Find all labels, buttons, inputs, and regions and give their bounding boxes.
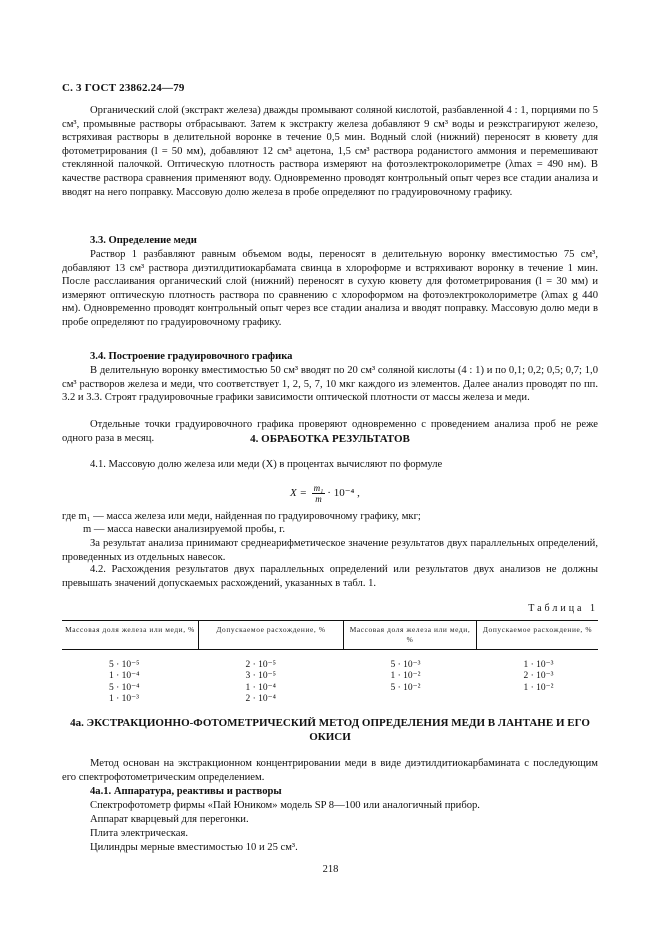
- equipment-line: Спектрофотометр фирмы «Пай Юником» модель SP 8—100 или аналогичный прибор.: [90, 800, 480, 811]
- paragraph-copper-determination: [62, 248, 598, 330]
- table-cell: 2 · 10⁻³: [523, 671, 554, 682]
- table-row: [62, 683, 598, 694]
- table-header-cell: Допускаемое расхождение, %: [477, 621, 599, 650]
- table-header-row: [62, 621, 598, 650]
- paragraph-extract-iron: [62, 104, 598, 199]
- equipment-line: Цилиндры мерные вместимостью 10 и 25 см³.: [90, 842, 298, 853]
- formula: [290, 483, 360, 504]
- section-4-title: 4. ОБРАБОТКА РЕЗУЛЬТАТОВ: [250, 433, 410, 445]
- paragraph-text: В делительную воронку вместимостью 50 см³ вводят по 20 см³ соляной кислоты (4 : 1) и по 0,1; 0,2; 0,5; 0,7; 1,0 см³ растворов железа и меди, что соответствует 1, 2, 5, 7, 10 мкг каждого из элементов. Далее анализ проводят по пп. 3.2 и 3.3. Строят градуировочные графики зависимости оптической плотности от массы железа и меди.: [62, 365, 598, 404]
- table-cell: 2 · 10⁻⁵: [245, 660, 276, 670]
- paragraph-4-2: [62, 563, 598, 590]
- heading-3-4: 3.4. Построение градуировочного графика: [90, 351, 293, 362]
- table-row: [62, 694, 598, 705]
- paragraph-mean-result: [62, 537, 598, 564]
- table-cell: 5 · 10⁻⁴: [109, 682, 140, 693]
- paragraph-4-1: [62, 458, 598, 472]
- table-header-cell: Массовая доля железа или меди, %: [62, 621, 199, 650]
- where-m1: где m₁ — масса железа или меди, найденная по градуировочному графику, мкг;: [62, 511, 421, 522]
- formula-numerator: m₁: [313, 483, 324, 493]
- paragraph-text: 4.1. Массовую долю железа или меди (X) в процентах вычисляют по формуле: [90, 459, 443, 470]
- paragraph-text: Отдельные точки градуировочного графика проверяют одновременно с проведением анализа проб не реже одного раза в месяц.: [62, 419, 598, 444]
- paragraph-text: 4.2. Расхождения результатов двух параллельных определений или результатов двух анализов не должны превышать значений допускаемых расхождений, указанных в табл. 1.: [62, 564, 598, 589]
- table-cell: [477, 694, 599, 705]
- paragraph-text: Раствор 1 разбавляют равным объемом воды, переносят в делительную воронку вместимостью 75 см³, добавляют 13 см³ раствора диэтилдитиокарбамата свинца в хлороформе и встряхивают воронку в течение 1 мин. После расслаивания органический слой (нижний) переносят в сухую кювету для фотометрирования (l = 30 мм) и измеряют оптическую плотность раствора по сравнению с хлороформом на фотоэлектроколориметре (λmax g 440 нм). Одновременно проводят контрольный опыт через все стадии анализа и вводят поправку. Массовую долю меди в пробе определяют по градуировочному графику.: [62, 249, 598, 328]
- formula-fraction: [312, 483, 326, 504]
- paragraph-text: Органический слой (экстракт железа) дважды промывают соляной кислотой, разбавленной 4 : 1, порциями по 5 см³, промывные растворы отбрасывают. Затем к экстракту железа добавляют 9 см³ воды и реэкстрагируют железо, встряхивая растворы в делительной воронке в течение 0,5 мин. Водный слой (нижний) переносят в кювету для фотометрирования (l = 50 мм), добавляют 12 см³ ацетона, 1,5 см³ раствора роданистого аммония и перемешивают стеклянной палочкой. Оптическую плотность раствора измеряют на фотоэлектроколориметре (λmax = 490 нм). В качестве раствора сравнения применяют воду. Одновременно проводят контрольный опыт через все стадии анализа и вводят на него поправку. Массовую долю железа в пробе определяют по градуировочному графику.: [62, 105, 598, 198]
- table-header-cell: Допускаемое расхождение, %: [199, 621, 344, 650]
- table-cell: [344, 694, 477, 705]
- paragraph-text: Метод основан на экстракционном концентрировании меди в виде диэтилдитиокарбамината с последующим его спектрофотометрическим определением.: [62, 758, 598, 783]
- table-row: [62, 650, 598, 672]
- table-cell: 1 · 10⁻²: [523, 682, 554, 693]
- where-m: m — масса навески анализируемой пробы, г.: [83, 524, 285, 535]
- heading-3-3: 3.3. Определение меди: [90, 235, 197, 246]
- table-caption: Таблица 1: [528, 603, 598, 614]
- table-header-cell: Массовая доля железа или меди, %: [344, 621, 477, 650]
- table-cell: 1 · 10⁻³: [523, 660, 554, 670]
- page-number: 218: [322, 864, 339, 875]
- formula-lhs: X =: [290, 487, 307, 500]
- table-cell: 5 · 10⁻⁵: [109, 660, 140, 670]
- equipment-line: Аппарат кварцевый для перегонки.: [90, 814, 249, 825]
- formula-rhs: · 10⁻⁴ ,: [327, 487, 360, 500]
- table-cell: 1 · 10⁻²: [390, 671, 421, 682]
- table-cell: 1 · 10⁻⁴: [245, 682, 276, 693]
- table-cell: 1 · 10⁻³: [109, 693, 140, 704]
- formula-denominator: m: [315, 494, 322, 504]
- section-4a-title: 4а. ЭКСТРАКЦИОННО-ФОТОМЕТРИЧЕСКИЙ МЕТОД ОПРЕДЕЛЕНИЯ МЕДИ В ЛАНТАНЕ И ЕГО ОКИСИ: [70, 717, 590, 743]
- table-cell: 2 · 10⁻⁴: [245, 693, 276, 704]
- table-cell: 1 · 10⁻⁴: [109, 671, 140, 682]
- equipment-line: Плита электрическая.: [90, 828, 188, 839]
- table-cell: 5 · 10⁻³: [390, 660, 421, 670]
- table-cell: 3 · 10⁻⁵: [245, 671, 276, 682]
- paragraph-calibration: [62, 364, 598, 405]
- table-cell: 5 · 10⁻²: [390, 682, 421, 693]
- heading-4a-1: 4а.1. Аппаратура, реактивы и растворы: [90, 786, 282, 797]
- tolerance-table: [62, 620, 598, 705]
- page-header: С. 3 ГОСТ 23862.24—79: [62, 82, 185, 94]
- paragraph-text: За результат анализа принимают среднеарифметическое значение результатов двух параллельных определений, проведенных из отдельных навесок.: [62, 538, 598, 563]
- paragraph-method-basis: [62, 757, 598, 784]
- table-row: [62, 671, 598, 682]
